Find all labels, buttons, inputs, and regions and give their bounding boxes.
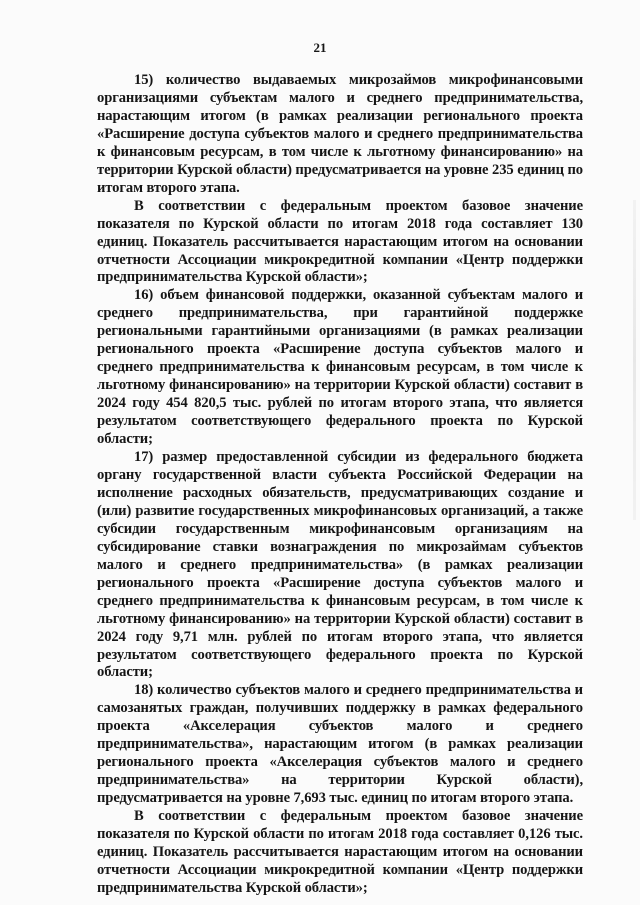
paragraph-baseline-130: В соответствии с федеральным проектом базовое значение показателя по Курской области по итогам 2018 года составляет 130 единиц. Показатель рассчитывается нарастающим итогом на основании отчетности Ассоциации микрокредитной компании «Центр поддержки предпринимательства Курской области»; [97, 197, 583, 286]
paragraph-item-18: 18) количество субъектов малого и среднего предпринимательства и самозанятых граждан, получивших поддержку в рамках федерального проекта «Акселерация субъектов малого и среднего предпринимательства», нарастающим итогом (в рамках реализации регионального проекта «Акселерация субъектов малого и среднего предпринимательства» на территории Курской области), предусматривается на уровне 7,693 тыс. единиц по итогам второго этапа. [97, 682, 583, 807]
document-body [97, 72, 583, 898]
page-number: 21 [313, 40, 327, 55]
paragraph-item-16: 16) объем финансовой поддержки, оказанной субъектам малого и среднего предпринимательства, при гарантийной поддержке региональными гарантийными организациями (в рамках реализации регионального проекта «Расширение доступа субъектов малого и среднего предпринимательства к финансовым ресурсам, в том числе к льготному финансированию» на территории Курской области) составит в 2024 году 454 820,5 тыс. рублей по итогам второго этапа, что является результатом соответствующего федерального проекта по Курской области; [97, 287, 583, 448]
paragraph-baseline-0126: В соответствии с федеральным проектом базовое значение показателя по Курской области по итогам 2018 года составляет 0,126 тыс. единиц. Показатель рассчитывается нарастающим итогом на основании отчетности Ассоциации микрокредитной компании «Центр поддержки предпринимательства Курской области»; [97, 808, 583, 896]
paragraph-item-17: 17) размер предоставленной субсидии из федерального бюджета органу государственной власти субъекта Российской Федерации на исполнение расходных обязательств, предусматривающих создание и (или) развитие государственных микрофинансовых организаций, а также субсидии государственным микрофинансовым организациям на субсидирование ставки вознаграждения по микрозаймам субъектов малого и среднего предпринимательства» (в рамках реализации регионального проекта «Расширение доступа субъектов малого и среднего предпринимательства к финансовым ресурсам, в том числе к льготному финансированию» на территории Курской области) составит в 2024 году 9,71 млн. рублей по итогам второго этапа, что является результатом соответствующего федерального проекта по Курской области; [97, 449, 583, 681]
paragraph-item-15: 15) количество выдаваемых микрозаймов микрофинансовыми организациями субъектам малого и среднего предпринимательства, нарастающим итогом (в рамках реализации регионального проекта «Расширение доступа субъектов малого и среднего предпринимательства к финансовым ресурсам, в том числе к льготному финансированию» на территории Курской области) предусматривается на уровне 235 единиц по итогам второго этапа. [97, 72, 583, 196]
scan-edge-mark [633, 200, 636, 520]
